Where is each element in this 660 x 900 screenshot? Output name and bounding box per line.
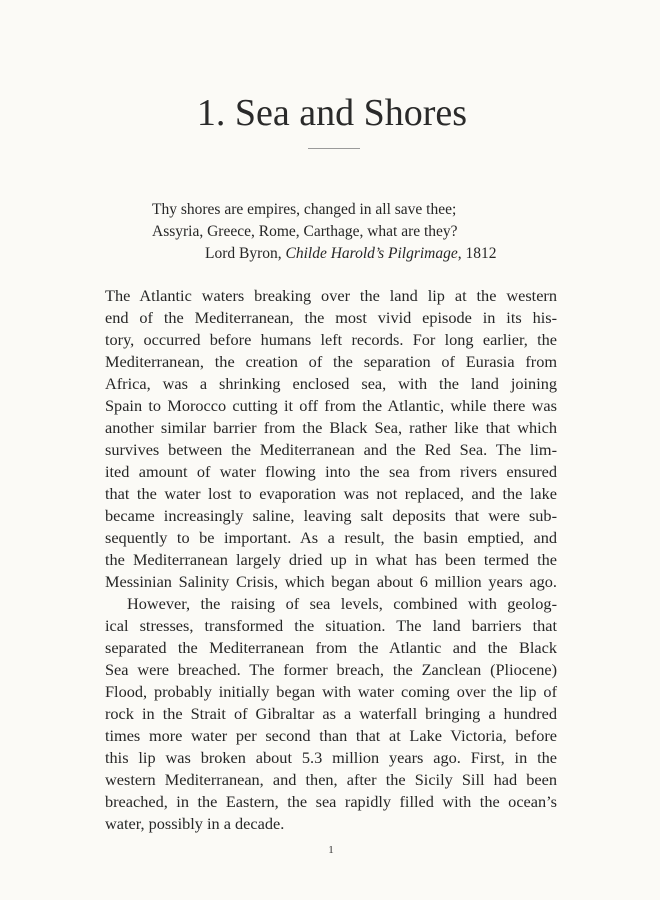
text-line: Flood, probably initially began with water coming over the lip of: [105, 682, 557, 701]
text-line: Africa, was a shrinking enclosed sea, with the land joining: [105, 374, 557, 393]
page-number: 1: [328, 844, 334, 856]
text-line: survives between the Mediterranean and the Red Sea. The lim-: [105, 440, 557, 459]
text-line: another similar barrier from the Black Sea, rather like that which: [105, 418, 557, 437]
text-line: became increasingly saline, leaving salt deposits that were sub-: [105, 506, 557, 525]
text-line: the Mediterranean largely dried up in what has been termed the: [105, 550, 557, 569]
text-line: this lip was broken about 5.3 million years ago. First, in the: [105, 748, 557, 767]
text-line: ited amount of water flowing into the sea from rivers ensured: [105, 462, 557, 481]
chapter-title: 1. Sea and Shores: [196, 92, 468, 134]
text-line: Sea were breached. The former breach, the Zanclean (Pliocene): [105, 660, 557, 679]
epigraph-line: Thy shores are empires, changed in all save thee;: [152, 201, 457, 218]
epigraph-attribution: [152, 243, 532, 265]
text-line: western Mediterranean, and then, after the Sicily Sill had been: [105, 770, 557, 789]
text-line: The Atlantic waters breaking over the land lip at the western: [105, 286, 557, 305]
text-line: end of the Mediterranean, the most vivid episode in its his-: [105, 308, 557, 327]
text-line: sequently to be important. As a result, the basin emptied, and: [105, 528, 557, 547]
text-line: Spain to Morocco cutting it off from the Atlantic, while there was: [105, 396, 557, 415]
paragraph: [105, 593, 557, 835]
text-line: rock in the Strait of Gibraltar as a waterfall bringing a hundred: [105, 704, 557, 723]
text-line: times more water per second than that at Lake Victoria, before: [105, 726, 557, 745]
text-line: However, the raising of sea levels, combined with geolog-: [127, 594, 557, 613]
text-line: separated the Mediterranean from the Atlantic and the Black: [105, 638, 557, 657]
text-line: Mediterranean, the creation of the separation of Eurasia from: [105, 352, 557, 371]
text-line: ical stresses, transformed the situation. The land barriers that: [105, 616, 557, 635]
attribution-year: , 1812: [457, 245, 497, 262]
title-divider: [308, 148, 360, 149]
text-line: breached, in the Eastern, the sea rapidly filled with the ocean’s: [105, 792, 557, 811]
paragraph: [105, 285, 557, 593]
text-line: that the water lost to evaporation was not replaced, and the lake: [105, 484, 557, 503]
text-line: tory, occurred before humans left records. For long earlier, the: [105, 330, 557, 349]
attribution-work: Childe Harold’s Pilgrimage: [285, 245, 458, 262]
epigraph-line: Assyria, Greece, Rome, Carthage, what are they?: [152, 223, 458, 240]
text-line: water, possibly in a decade.: [105, 814, 285, 833]
text-line: Messinian Salinity Crisis, which began about 6 million years ago.: [105, 572, 557, 591]
attribution-author: Lord Byron,: [205, 245, 286, 262]
epigraph: [152, 199, 532, 265]
body-text: [105, 285, 557, 835]
